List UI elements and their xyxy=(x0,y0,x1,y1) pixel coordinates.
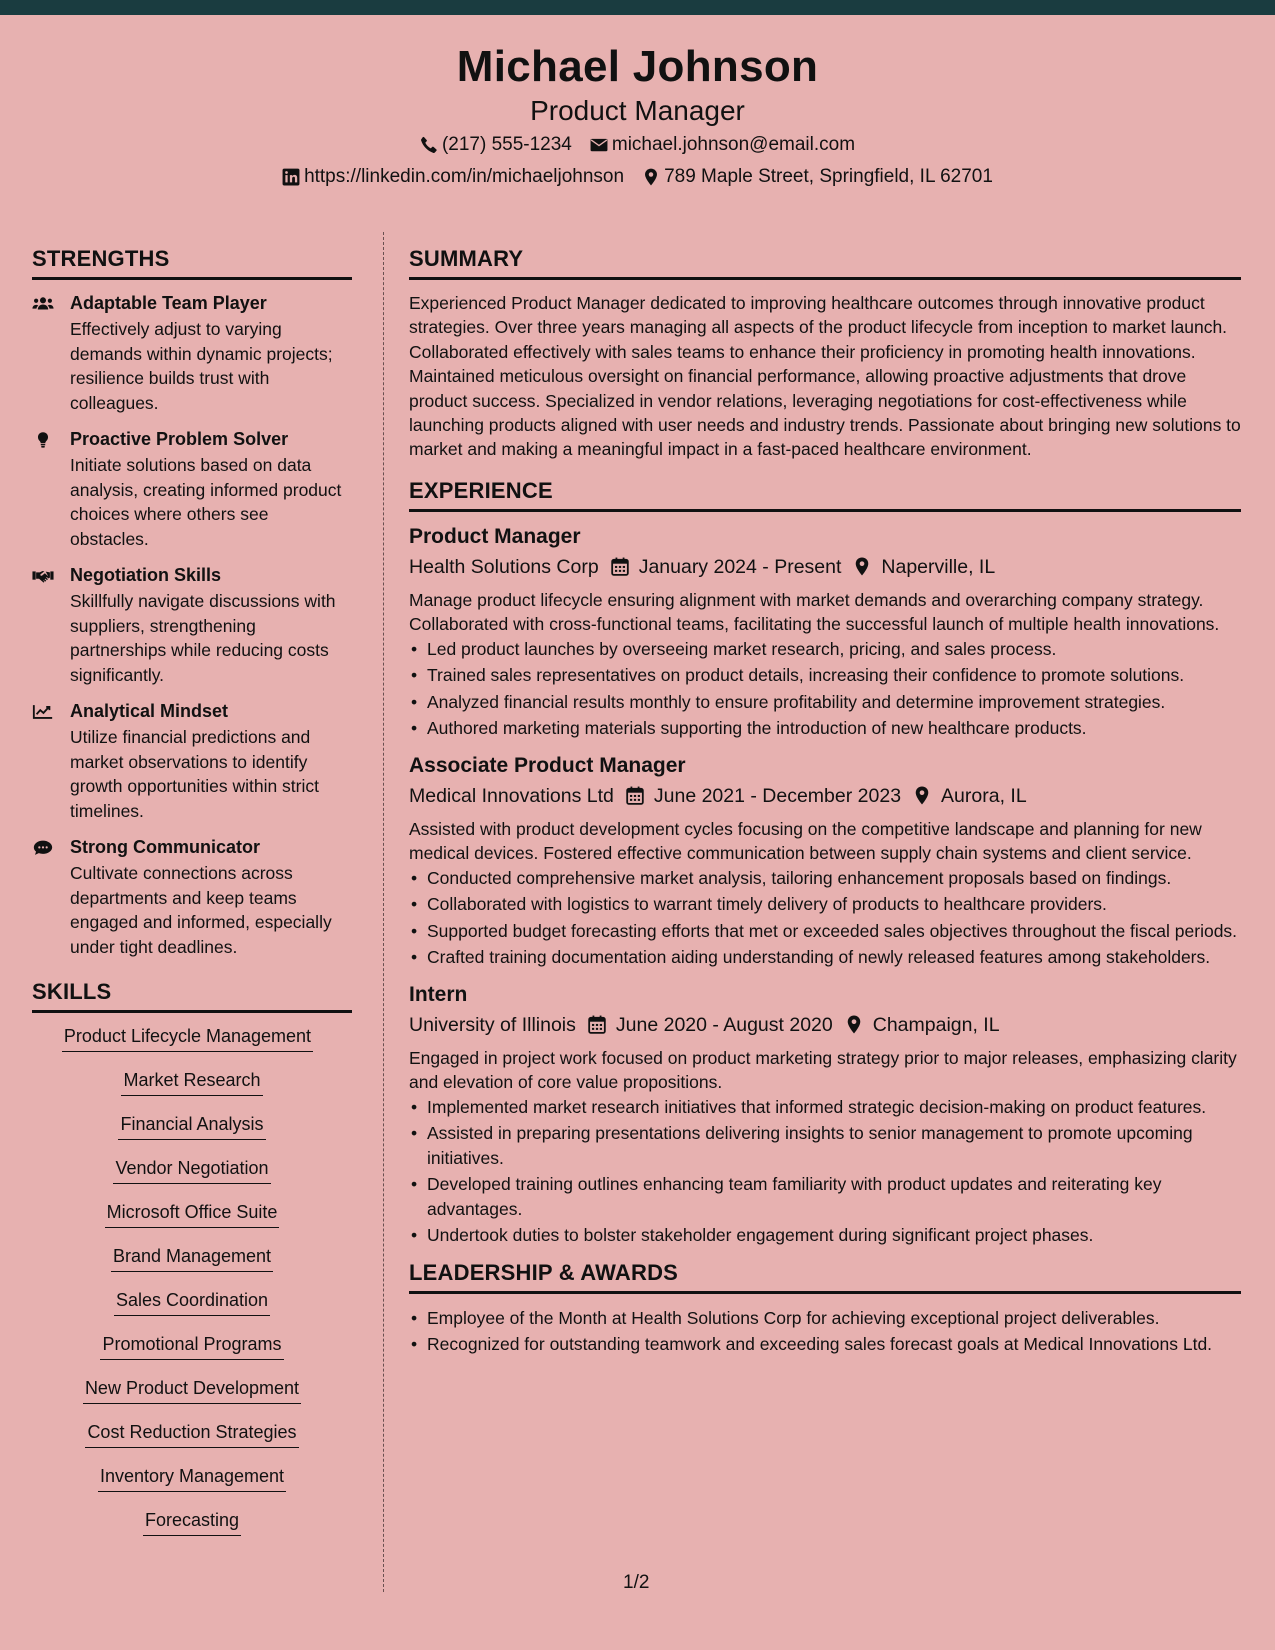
job-dates: June 2020 - August 2020 xyxy=(615,1013,833,1036)
strength-title: Negotiation Skills xyxy=(70,565,222,585)
contact-row-1 xyxy=(0,134,1275,156)
strength-desc: Skillfully navigate discussions with suppliers, strengthening partnerships while reducing costs significantly. xyxy=(70,591,336,685)
email-text: michael.johnson@email.com xyxy=(611,134,856,155)
envelope-icon xyxy=(590,136,608,154)
job-dates: January 2024 - Present xyxy=(638,555,842,578)
list-item: • Trained sales representatives on product details, increasing their confidence to promote solutions. xyxy=(409,663,1241,688)
list-item: • Authored marketing materials supporting the introduction of new healthcare products. xyxy=(409,716,1241,741)
map-pin-icon xyxy=(853,557,871,576)
map-pin-icon xyxy=(642,168,660,186)
job-meta xyxy=(409,1012,1241,1038)
job-company: Medical Innovations Ltd xyxy=(409,784,614,807)
list-item: • Crafted training documentation aiding understanding of newly released features among stakeholders. xyxy=(409,945,1241,970)
skill-item: Promotional Programs xyxy=(100,1332,283,1360)
job-entry xyxy=(409,753,1241,970)
strength-desc: Initiate solutions based on data analysis, creating informed product choices where others see obstacles. xyxy=(70,455,342,549)
skill-item: Cost Reduction Strategies xyxy=(85,1420,298,1448)
list-item: • Recognized for outstanding teamwork and exceeding sales forecast goals at Medical Innovations Ltd. xyxy=(409,1332,1241,1357)
job-description: Engaged in project work focused on product marketing strategy prior to major releases, emphasizing clarity and elevation of core value propositions. xyxy=(409,1047,1237,1093)
strength-desc: Utilize financial predictions and market observations to identify growth opportunities within strict timelines. xyxy=(70,727,319,821)
job-company: University of Illinois xyxy=(409,1013,576,1036)
list-item: • Analyzed financial results monthly to ensure profitability and determine improvement strategies. xyxy=(409,690,1241,715)
list-item: • Undertook duties to bolster stakeholder engagement during significant project phases. xyxy=(409,1223,1241,1248)
skill-item: New Product Development xyxy=(83,1376,301,1404)
skill-item: Forecasting xyxy=(143,1508,241,1536)
list-item: • Led product launches by overseeing market research, pricing, and sales process. xyxy=(409,637,1241,662)
job-location: Champaign, IL xyxy=(872,1013,1000,1036)
phone-contact[interactable] xyxy=(420,134,572,156)
strength-item xyxy=(32,836,352,959)
skill-item: Microsoft Office Suite xyxy=(105,1200,280,1228)
experience-heading: EXPERIENCE xyxy=(409,478,1241,512)
calendar-icon xyxy=(611,557,629,576)
linkedin-text: https://linkedin.com/in/michaeljohnson xyxy=(304,166,625,187)
job-description: Assisted with product development cycles focusing on the competitive landscape and planning for new medical devices. Fostered effective communication between supply chain systems and client service. xyxy=(409,818,1202,864)
skill-item: Vendor Negotiation xyxy=(113,1156,270,1184)
strength-item xyxy=(32,700,352,823)
resume-header xyxy=(0,15,1275,205)
left-column xyxy=(32,246,352,1552)
skills-heading: SKILLS xyxy=(32,979,352,1013)
job-bullets xyxy=(409,1095,1241,1248)
top-accent-bar xyxy=(0,0,1275,15)
strength-item xyxy=(32,564,352,687)
list-item: • Assisted in preparing presentations delivering insights to senior management to promote upcoming initiatives. xyxy=(409,1121,1241,1170)
job-description: Manage product lifecycle ensuring alignment with market demands and overarching company strategy. Collaborated with cross-functional teams, facilitating the successful launch of multiple health innovations. xyxy=(409,589,1220,635)
strength-item xyxy=(32,292,352,415)
job-dates: June 2021 - December 2023 xyxy=(653,784,902,807)
list-item: • Supported budget forecasting efforts that met or exceeded sales objectives throughout the fiscal periods. xyxy=(409,919,1241,944)
strength-item xyxy=(32,428,352,551)
skills-list xyxy=(32,1024,352,1552)
linkedin-icon xyxy=(282,168,300,186)
job-entry xyxy=(409,982,1241,1248)
job-meta xyxy=(409,783,1241,809)
column-divider xyxy=(383,232,384,1592)
phone-icon xyxy=(420,136,438,154)
handshake-icon xyxy=(32,567,54,585)
candidate-job-title: Product Manager xyxy=(530,95,745,126)
job-location: Naperville, IL xyxy=(881,555,996,578)
users-icon xyxy=(32,295,54,313)
strength-title: Analytical Mindset xyxy=(70,701,229,721)
email-contact[interactable] xyxy=(590,134,855,156)
list-item: • Conducted comprehensive market analysis, tailoring enhancement proposals based on findings. xyxy=(409,866,1241,891)
job-title: Product Manager xyxy=(409,524,581,548)
summary-text: Experienced Product Manager dedicated to improving healthcare outcomes through innovative product strategies. Over three years managing all aspects of the product lifecycle from inception to market launch. Collaborated effectively with sales teams to enhance their proficiency in promoting health innovations. Maintained meticulous oversight on financial performance, allowing proactive adjustments that drove product success. Specialized in vendor relations, leveraging negotiations for cost-effectiveness while launching products aligned with user needs and industry trends. Passionate about bringing new solutions to market and making a meaningful impact in a fast-paced healthcare environment. xyxy=(409,293,1241,460)
strength-title: Adaptable Team Player xyxy=(70,293,267,313)
skill-item: Market Research xyxy=(121,1068,262,1096)
strength-desc: Cultivate connections across departments and keep teams engaged and informed, especially under tight deadlines. xyxy=(70,863,332,957)
page-number: 1/2 xyxy=(623,1572,650,1593)
strength-title: Strong Communicator xyxy=(70,837,261,857)
list-item: • Employee of the Month at Health Solutions Corp for achieving exceptional project deliverables. xyxy=(409,1306,1241,1331)
job-bullets xyxy=(409,866,1241,970)
speech-bubble-icon xyxy=(32,839,54,857)
skill-item: Inventory Management xyxy=(98,1464,286,1492)
calendar-icon xyxy=(626,786,644,805)
job-meta xyxy=(409,554,1241,580)
job-title: Associate Product Manager xyxy=(409,753,686,777)
strength-title: Proactive Problem Solver xyxy=(70,429,289,449)
map-pin-icon xyxy=(845,1015,863,1034)
summary-heading: SUMMARY xyxy=(409,246,1241,280)
address-text: 789 Maple Street, Springfield, IL 62701 xyxy=(664,166,993,187)
strength-desc: Effectively adjust to varying demands within dynamic projects; resilience builds trust with colleagues. xyxy=(70,319,333,413)
chart-line-icon xyxy=(32,703,54,721)
linkedin-contact[interactable] xyxy=(282,166,624,188)
calendar-icon xyxy=(588,1015,606,1034)
right-column xyxy=(409,246,1241,1369)
awards-list xyxy=(409,1306,1241,1357)
phone-text: (217) 555-1234 xyxy=(441,134,572,155)
job-title: Intern xyxy=(409,982,468,1006)
lightbulb-icon xyxy=(32,431,54,449)
job-entry xyxy=(409,524,1241,741)
map-pin-icon xyxy=(913,786,931,805)
list-item: • Implemented market research initiatives that informed strategic decision-making on product features. xyxy=(409,1095,1241,1120)
list-item: • Collaborated with logistics to warrant timely delivery of products to healthcare providers. xyxy=(409,892,1241,917)
job-bullets xyxy=(409,637,1241,741)
awards-heading: LEADERSHIP & AWARDS xyxy=(409,1260,1241,1294)
skill-item: Financial Analysis xyxy=(118,1112,265,1140)
address-contact xyxy=(642,166,993,188)
skill-item: Brand Management xyxy=(111,1244,273,1272)
skill-item: Product Lifecycle Management xyxy=(62,1024,313,1052)
job-company: Health Solutions Corp xyxy=(409,555,599,578)
list-item: • Developed training outlines enhancing team familiarity with product updates and reiterating key advantages. xyxy=(409,1172,1241,1221)
candidate-name: Michael Johnson xyxy=(456,42,819,91)
job-location: Aurora, IL xyxy=(941,784,1027,807)
strengths-heading: STRENGTHS xyxy=(32,246,352,280)
skill-item: Sales Coordination xyxy=(114,1288,270,1316)
contact-row-2 xyxy=(0,166,1275,188)
